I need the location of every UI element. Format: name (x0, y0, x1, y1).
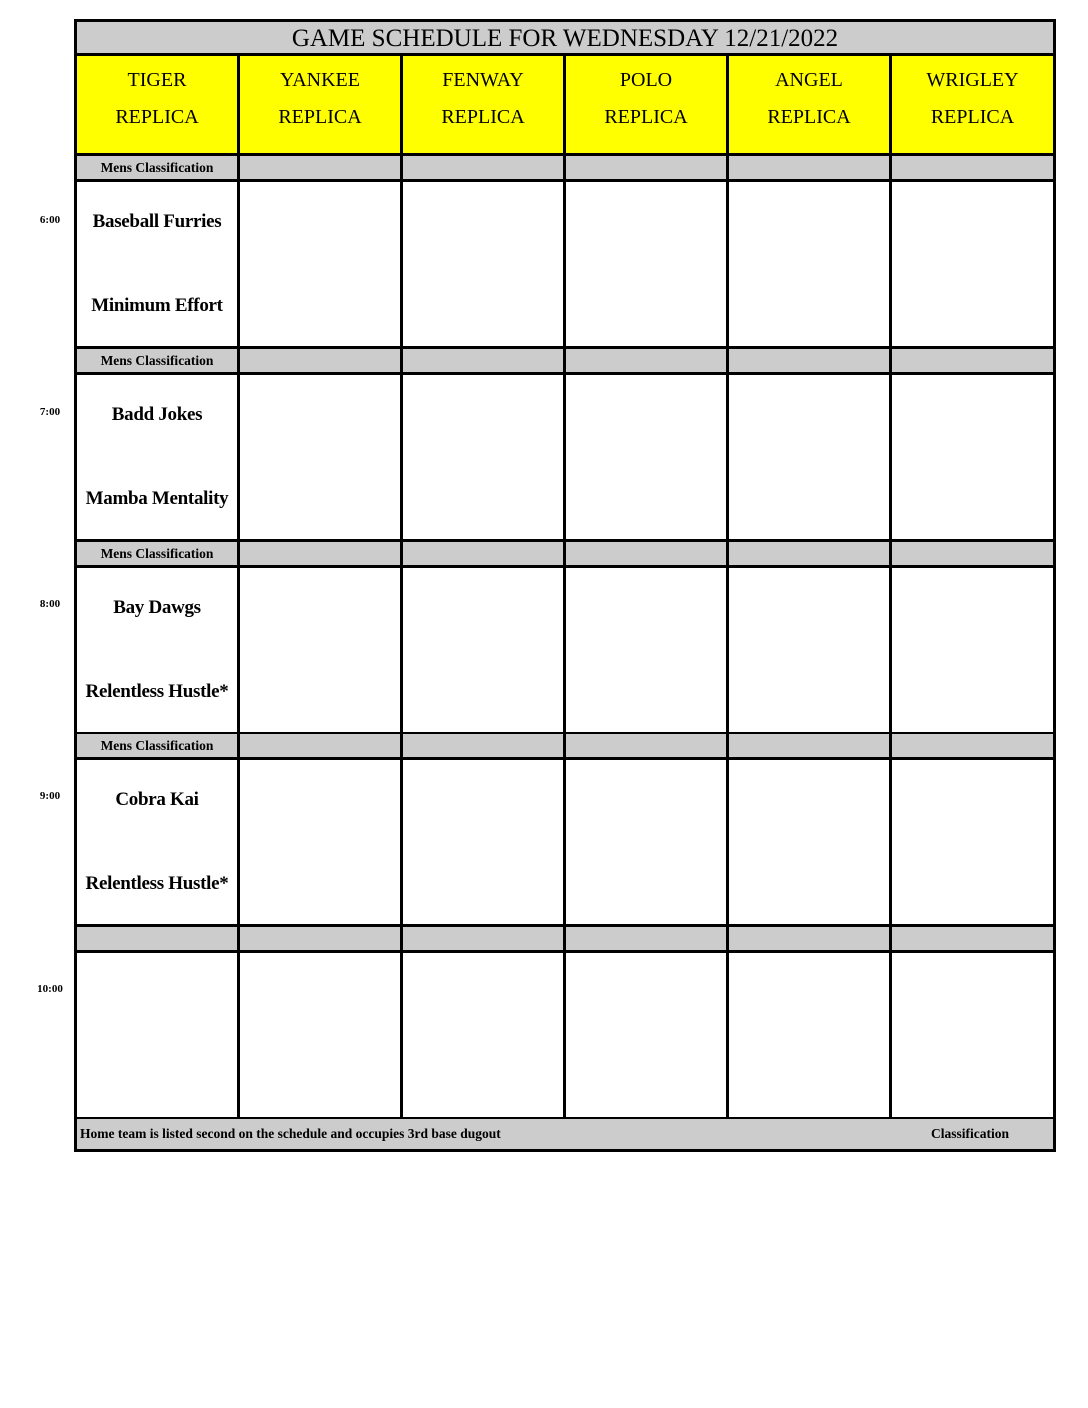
game-cell (566, 760, 729, 924)
classification-row (77, 156, 1053, 182)
game-cell (892, 568, 1053, 732)
away-team: Badd Jokes (111, 404, 203, 425)
field-subtitle: REPLICA (767, 106, 851, 128)
classification-label: Mens Classification (77, 542, 240, 565)
classification-cell (566, 734, 729, 757)
field-subtitle: REPLICA (930, 106, 1015, 128)
classification-label (77, 927, 240, 950)
home-team: Mamba Mentality (85, 488, 229, 509)
schedule-footer (77, 1119, 1053, 1149)
game-cell (729, 953, 892, 1117)
classification-cell (403, 734, 566, 757)
field-name: POLO (619, 69, 673, 91)
game-row (77, 953, 1053, 1120)
classification-cell (403, 156, 566, 179)
classification-cell (892, 542, 1053, 565)
game-cell (240, 760, 403, 924)
game-cell (77, 568, 240, 732)
classification-cell (403, 349, 566, 372)
game-row (77, 760, 1053, 927)
game-cell (403, 182, 566, 346)
home-team: Relentless Hustle* (85, 873, 229, 894)
classification-cell (240, 734, 403, 757)
classification-cell (240, 349, 403, 372)
game-cell (240, 953, 403, 1117)
classification-cell (566, 156, 729, 179)
time-label-6: 6:00 (39, 214, 61, 226)
field-name: ANGEL (775, 69, 843, 91)
game-cell (892, 182, 1053, 346)
game-cell (729, 182, 892, 346)
field-subtitle: REPLICA (604, 106, 688, 128)
classification-cell (240, 542, 403, 565)
classification-cell (403, 542, 566, 565)
game-cell (566, 568, 729, 732)
classification-label: Mens Classification (77, 156, 240, 179)
game-row (77, 375, 1053, 542)
schedule-table (74, 19, 1056, 1152)
field-name: FENWAY (442, 69, 524, 91)
game-cell (729, 568, 892, 732)
game-cell (566, 375, 729, 539)
field-header (729, 56, 892, 153)
field-subtitle: REPLICA (441, 106, 525, 128)
classification-cell (240, 927, 403, 950)
classification-cell (729, 349, 892, 372)
game-cell (240, 568, 403, 732)
game-row (77, 568, 1053, 735)
time-label-10: 10:00 (37, 983, 63, 995)
classification-cell (566, 349, 729, 372)
classification-row (77, 734, 1053, 760)
away-team: Bay Dawgs (113, 597, 201, 618)
game-cell (892, 953, 1053, 1117)
game-cell (729, 375, 892, 539)
classification-cell (892, 734, 1053, 757)
classification-cell (566, 927, 729, 950)
game-cell (892, 375, 1053, 539)
field-header (240, 56, 403, 153)
game-row (77, 182, 1053, 349)
field-name: YANKEE (280, 69, 360, 91)
game-cell (77, 953, 240, 1117)
classification-cell (892, 156, 1053, 179)
game-cell (403, 375, 566, 539)
game-cell (403, 568, 566, 732)
time-label-8: 8:00 (39, 598, 61, 610)
field-header (566, 56, 729, 153)
field-subtitle: REPLICA (115, 106, 199, 128)
classification-row (77, 927, 1053, 953)
home-team-note: Home team is listed second on the schedule and occupies 3rd base dugout (80, 1126, 501, 1141)
game-cell (566, 953, 729, 1117)
game-cell (566, 182, 729, 346)
classification-cell (240, 156, 403, 179)
field-header-row (77, 56, 1053, 156)
game-cell (77, 375, 240, 539)
game-cell (403, 953, 566, 1117)
classification-cell (729, 927, 892, 950)
field-subtitle: REPLICA (278, 106, 362, 128)
schedule-title: GAME SCHEDULE FOR WEDNESDAY 12/21/2022 (77, 22, 1053, 56)
classification-cell (892, 349, 1053, 372)
classification-cell (729, 734, 892, 757)
game-cell (77, 182, 240, 346)
field-name: TIGER (127, 69, 187, 91)
classification-cell (566, 542, 729, 565)
game-cell (403, 760, 566, 924)
away-team: Cobra Kai (115, 789, 199, 810)
time-label-9: 9:00 (39, 790, 61, 802)
classification-cell (729, 156, 892, 179)
home-team: Relentless Hustle* (85, 681, 229, 702)
classification-label: Mens Classification (77, 734, 240, 757)
field-header (892, 56, 1053, 153)
game-cell (240, 375, 403, 539)
field-header (403, 56, 566, 153)
time-label-7: 7:00 (39, 406, 61, 418)
classification-legend: Classification (931, 1126, 1010, 1141)
game-cell (77, 760, 240, 924)
game-cell (892, 760, 1053, 924)
classification-cell (403, 927, 566, 950)
game-cell (729, 760, 892, 924)
classification-row (77, 349, 1053, 375)
away-team: Baseball Furries (92, 211, 222, 232)
field-header (77, 56, 240, 153)
game-cell (240, 182, 403, 346)
classification-cell (892, 927, 1053, 950)
classification-cell (729, 542, 892, 565)
home-team: Minimum Effort (91, 295, 223, 316)
classification-label: Mens Classification (77, 349, 240, 372)
classification-row (77, 542, 1053, 568)
field-name: WRIGLEY (926, 69, 1019, 91)
